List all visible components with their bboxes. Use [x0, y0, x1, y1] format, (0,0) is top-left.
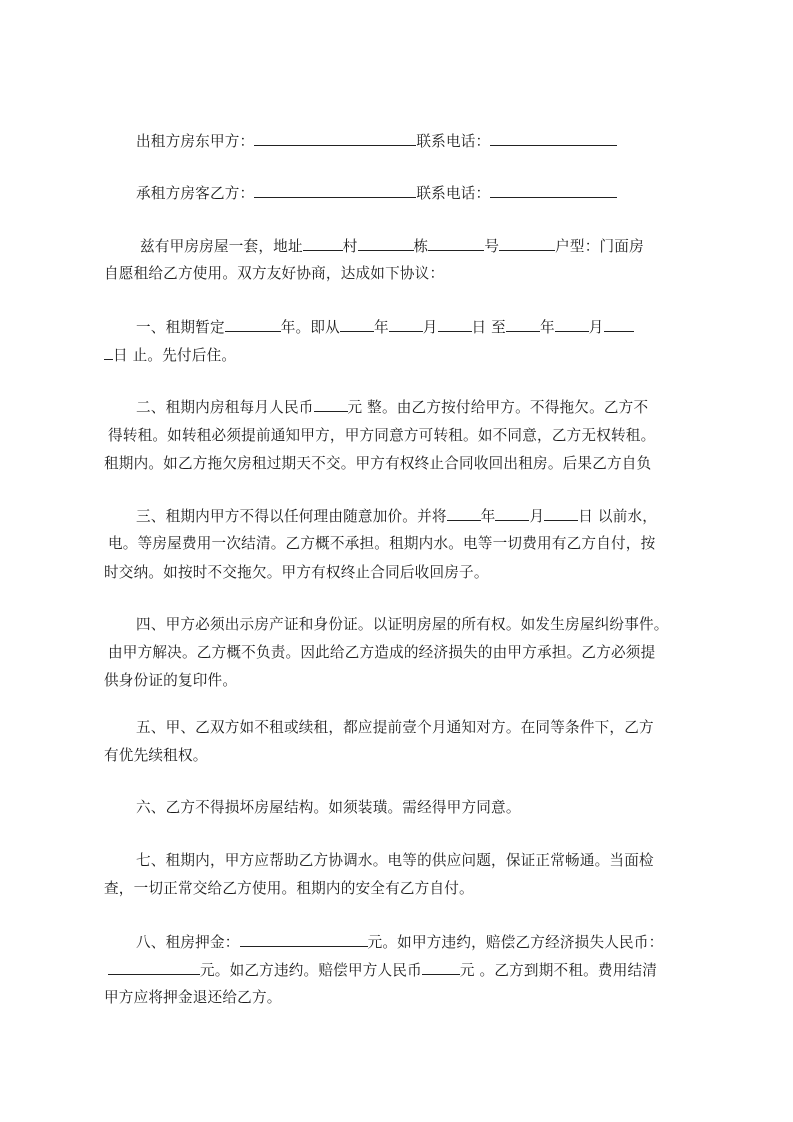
- village-blank[interactable]: [358, 236, 414, 251]
- clause1-line-1: [136, 317, 634, 338]
- lessee-name-blank[interactable]: [254, 183, 416, 198]
- clause8-text-cont: 元。如乙方违约。赔偿甲方人民币: [200, 962, 422, 979]
- intro-line-2: 自愿租给乙方使用。双方友好协商，达成如下协议：: [104, 265, 445, 282]
- lessor-label: 出租方房东甲方：: [136, 133, 255, 150]
- clause2-text-cont: 元 整。由乙方按付给甲方。不得拖欠。乙方不: [347, 399, 649, 416]
- clause5-line-2: 有优先续租权。: [104, 747, 208, 764]
- building-blank[interactable]: [428, 236, 484, 251]
- clause8-text-cont2: 元 。乙方到期不租。费用结清: [459, 962, 658, 979]
- clause6-line-1: 六、乙方不得损坏房屋结构。如须装璜。需经得甲方同意。: [136, 799, 521, 816]
- settle-month-blank[interactable]: [495, 506, 529, 521]
- clause7-line-1: 七、租期内，甲方应帮助乙方协调水。电等的供应问题，保证正常畅通。当面检: [136, 852, 654, 869]
- start-day-blank[interactable]: [438, 317, 472, 332]
- start-year-blank[interactable]: [340, 317, 374, 332]
- clause3-line-3: 时交纳。如按时不交拖欠。甲方有权终止合同后收回房子。: [104, 564, 489, 581]
- clause2-text: 二、租期内房租每月人民币: [136, 399, 314, 416]
- end-year-blank[interactable]: [506, 317, 540, 332]
- clause4-line-1: 四、甲方必须出示房产证和身份证。以证明房屋的所有权。如发生房屋纠纷事件。: [136, 616, 669, 633]
- deposit-label: 八、租房押金：: [136, 934, 240, 951]
- lessor-phone-blank[interactable]: [490, 131, 617, 146]
- number-label: 号: [484, 238, 500, 255]
- lessor-name-blank[interactable]: [254, 131, 416, 146]
- year-label: 年: [373, 319, 389, 336]
- clause7-line-2: 查，一切正常交给乙方使用。租期内的安全有乙方自付。: [104, 880, 474, 897]
- lessee-phone-label: 联系电话：: [416, 185, 491, 202]
- end-day-blank-cont[interactable]: [104, 345, 113, 360]
- lessor-phone-label: 联系电话：: [416, 133, 491, 150]
- clause4-line-3: 供身份证的复印件。: [104, 672, 238, 689]
- clause4-line-2: 由甲方解决。乙方概不负责。因此给乙方造成的经济损失的由甲方承担。乙方必须提: [108, 644, 656, 661]
- deposit-blank[interactable]: [240, 932, 368, 947]
- lessee-penalty-blank[interactable]: [422, 960, 460, 975]
- intro-line-1: [140, 236, 644, 257]
- clause8-line-2: [108, 960, 657, 981]
- clause3-line-2: 电。等房屋费用一次结清。乙方概不承担。租期内水。电等一切费用有乙方自付，按: [108, 535, 656, 552]
- clause8-text: 元。如甲方违约，赔偿乙方经济损失人民币：: [367, 934, 664, 951]
- lessee-label: 承租方房客乙方：: [136, 185, 255, 202]
- clause3-text-cont: 日 以前水，: [578, 508, 658, 525]
- clause2-line-3: 租期内。如乙方拖欠房租过期天不交。甲方有权终止合同收回出租房。后果乙方自负: [104, 455, 652, 472]
- clause1-line-2: [104, 345, 236, 366]
- village-label: 村: [342, 238, 358, 255]
- clause1-from: 年。即从: [280, 319, 340, 336]
- end-month-blank[interactable]: [555, 317, 589, 332]
- clause8-line-1: [136, 932, 663, 953]
- lessor-line: [136, 131, 617, 152]
- clause2-line-1: [136, 397, 648, 418]
- day-to-label: 日 至: [471, 319, 506, 336]
- clause1-text: 一、租期暂定: [136, 319, 225, 336]
- clause3-text: 三、租期内甲方不得以任何理由随意加价。并将: [136, 508, 447, 525]
- lessee-line: [136, 183, 617, 204]
- clause1-end: 日 止。先付后住。: [113, 347, 237, 364]
- clause8-line-3: 甲方应将押金退还给乙方。: [104, 989, 282, 1006]
- unit-type-text: 户型：门面房: [555, 238, 644, 255]
- year-label: 年: [539, 319, 555, 336]
- settle-day-blank[interactable]: [544, 506, 578, 521]
- lessor-penalty-blank[interactable]: [108, 960, 200, 975]
- term-years-blank[interactable]: [225, 317, 281, 332]
- end-day-blank[interactable]: [604, 317, 634, 332]
- month-label: 月: [588, 319, 604, 336]
- clause2-line-2: 得转租。如转租必须提前通知甲方，甲方同意方可转租。如不同意，乙方无权转租。: [108, 427, 656, 444]
- month-label: 月: [422, 319, 438, 336]
- clause3-line-1: [136, 506, 657, 527]
- monthly-rent-blank[interactable]: [314, 397, 348, 412]
- clause5-line-1: 五、甲、乙双方如不租或续租，都应提前壹个月通知对方。在同等条件下，乙方: [136, 719, 654, 736]
- address-blank[interactable]: [303, 236, 343, 251]
- building-label: 栋: [413, 238, 429, 255]
- lessee-phone-blank[interactable]: [490, 183, 617, 198]
- number-blank[interactable]: [499, 236, 555, 251]
- start-month-blank[interactable]: [389, 317, 423, 332]
- year-label: 年: [480, 508, 496, 525]
- settle-year-blank[interactable]: [447, 506, 481, 521]
- month-label: 月: [529, 508, 545, 525]
- intro-text: 兹有甲房房屋一套，地址: [140, 238, 303, 255]
